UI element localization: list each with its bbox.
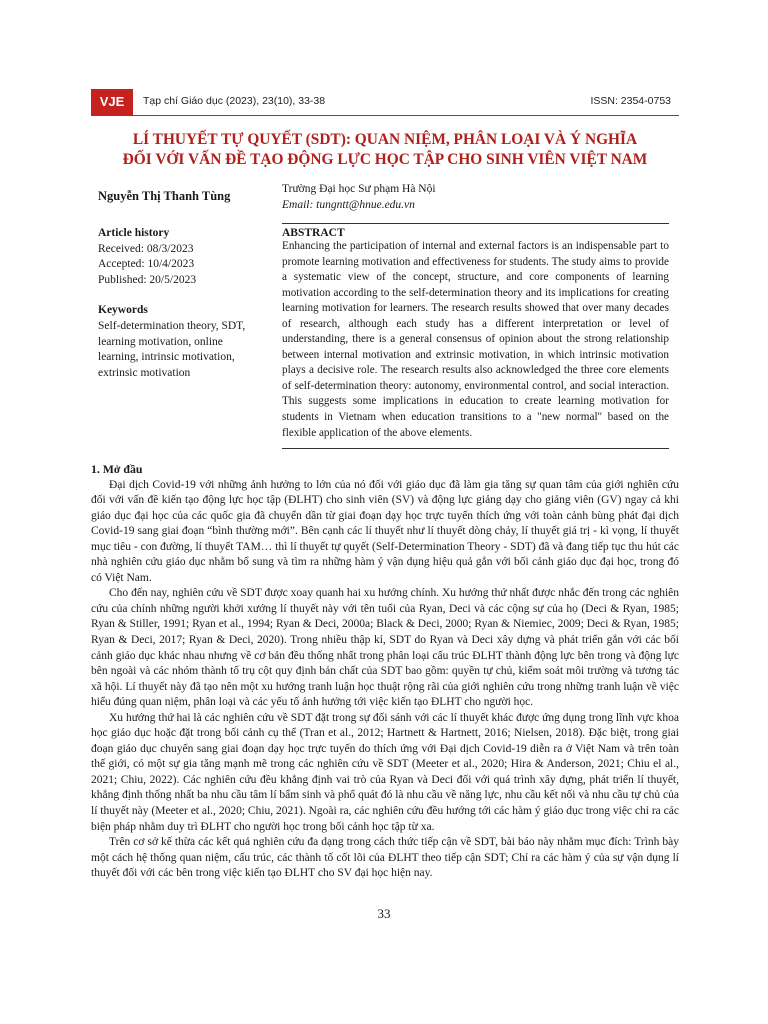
article-body [91,462,679,882]
journal-citation: Tạp chí Giáo dục (2023), 23(10), 33-38 [143,95,326,107]
published-date: Published: 20/5/2023 [98,273,197,286]
abstract-box [282,223,669,449]
article-title-line-1: LÍ THUYẾT TỰ QUYẾT (SDT): QUAN NIỆM, PHÂN LOẠI VÀ Ý NGHĨA [132,131,638,148]
journal-header [91,89,679,115]
keywords-text: Self-determination theory, SDT, learning motivation, online learning, intrinsic motivation, extrinsic motivation [98,319,246,379]
author-name: Nguyễn Thị Thanh Tùng [98,189,231,203]
journal-logo: VJE [91,89,133,115]
affiliation-name: Trường Đại học Sư phạm Hà Nội [282,183,436,195]
author-affiliation [282,181,436,213]
body-paragraph-4: Trên cơ sở kế thừa các kết quả nghiên cứu đa dạng trong cách thức tiếp cận về SDT, bài báo này nhằm mục đích: Trình bày một cách hệ thống quan niệm, cấu trúc, các thành tố cốt lõi của ĐLHT theo tiếp cận SDT; Chỉ ra các hàm ý của sự vận dụng lí thuyết đối với các bên trong việc kiến tạo ĐLHT cho SV đại học hiện nay. [91,836,679,880]
header-divider [91,115,679,116]
journal-issn: ISSN: 2354-0753 [590,95,671,107]
body-paragraph-2: Cho đến nay, nghiên cứu về SDT được xoay quanh hai xu hướng chính. Xu hướng thứ nhất được nhắc đến trong các nghiên cứu của chính những người khởi xướng lí thuyết này với tên tuổi của Ryan, Deci và các cộng sự của họ (Deci & Ryan, 1985; Ryan & Stiller, 1991; Ryan et al., 1994; Ryan & Deci, 2000a; Black & Deci, 2000; Ryan & Niemiec, 2009; Deci & Ryan, 1985; Ryan & Deci, 2017; Ryan & Deci, 2020). Trong nhiều thập kỉ, SDT do Ryan và Deci xây dựng và phát triển gắn với các bối cảnh giáo dục khác nhau nhưng về cơ bản đều thống nhất trong phân loại cấu trúc ĐLHT thành động lực bên trong và động lực bên ngoài và các nhóm thành tố trụ cột quy định bản chất của SDT bao gồm: quyền tự chủ, kiểm soát môi trường và tương tác xã hội. Lí thuyết này đã tạo nên một xu hướng tranh luận học thuật rộng rãi của giới nghiên cứu trong những tranh luận về việc hiểu đúng quan niệm, phân loại và các yếu tố ảnh hưởng tới việc kiến tạo ĐLHT cho người học. [91,587,679,709]
body-paragraph-1: Đại dịch Covid-19 với những ảnh hưởng to lớn của nó đối với giáo dục đã làm gia tăng sự quan tâm của giới nghiên cứu đối với vấn đề kiến tạo động lực học tập (ĐLHT) cho sinh viên (SV) và động lực giảng dạy cho giảng viên (GV) ngay cả khi giáo dục đại học của các quốc gia đã chuyển dần từ giai đoạn dạy học trực tuyến thích ứng với toàn cảnh bùng phát đại dịch Covid-19 sang giai đoạn “bình thường mới”. Bên cạnh các lí thuyết như lí thuyết dòng chảy, lí thuyết giá trị - kì vọng, lí thuyết mục tiêu - con đường, lí thuyết TAM… thì lí thuyết tự quyết (Self-Determination Theory - SDT) đã và đang tiếp tục thu hút các nhà nghiên cứu giáo dục nhằm bổ sung và tìm ra những hàm ý vận dụng hiệu quả gắn với bối cảnh giáo dục đại học, trong đó có Việt Nam. [91,478,679,584]
page-number: 33 [377,906,391,921]
abstract-heading: ABSTRACT [282,227,345,239]
body-paragraph-3: Xu hướng thứ hai là các nghiên cứu về SDT đặt trong sự đối sánh với các lí thuyết khác được ứng dụng trong lĩnh vực khoa học giáo dục hoặc đặt trong bối cảnh cụ thể (Tran et al., 2012; Hartnett & Hartnett, 2016; Nielsen, 2018). Đặc biệt, trong giai đoạn giáo dục chuyển sang giai đoạn dạy học trực tuyến do thích ứng với Đại dịch Covid-19 diễn ra ở Việt Nam và trên toàn thế giới, có một sự gia tăng mạnh mẽ trong các nghiên cứu về SDT (Meeter et al., 2020; Hira & Anderson, 2021; Chiu el al., 2021; Chiu, 2022). Các nghiên cứu đều khẳng định vai trò của Ryan và Deci đối với quá trình xây dựng, phát triển lí thuyết, khẳng định thống nhất ba nhu cầu tâm lí bẩm sinh và phổ quát đó là nhu cầu về năng lực, nhu cầu kết nối và nhu cầu tự chủ của lí thuyết này (Meeter et al., 2020; Chiu, 2021). Ngoài ra, các nghiên cứu đều hướng tới các hàm ý giáo dục trong việc chỉ ra các biện pháp nhằm duy trì ĐLHT cho người học trong bối cảnh học tập từ xa. [91,711,679,833]
accepted-date: Accepted: 10/4/2023 [98,258,195,271]
received-date: Received: 08/3/2023 [98,242,194,255]
article-history-heading: Article history [98,227,170,239]
section-heading: 1. Mở đầu [91,462,143,476]
keywords-heading: Keywords [98,304,148,317]
author-email: Email: tungntt@hnue.edu.vn [282,199,415,211]
abstract-text: Enhancing the participation of internal and external factors is an indispensable part to promote learning motivation and effectiveness for students. The study aims to provide a systematic view of the concept, structure, and core components of learning motivation according to the self-determination theory and its implications for creating learning motivation for learners. The research results showed that over many decades of research, although each study has a different interpretation or level of understanding, there is a general consensus of opinion about the strong relationship between internal motivation and extrinsic motivation, in which intrinsic motivation plays a decisive role. The research results also acknowledged the three core elements of self-determination theory: autonomy, environmental control, and social interaction. This suggests some implications in education to create learning motivation for students in Vietnam when education transitions to a "new normal" based on the flexible application of the above elements. [282,240,669,439]
article-title [91,130,679,170]
article-title-line-2: ĐỐI VỚI VẤN ĐỀ TẠO ĐỘNG LỰC HỌC TẬP CHO SINH VIÊN VIỆT NAM [122,151,648,168]
article-info-column [98,226,266,381]
